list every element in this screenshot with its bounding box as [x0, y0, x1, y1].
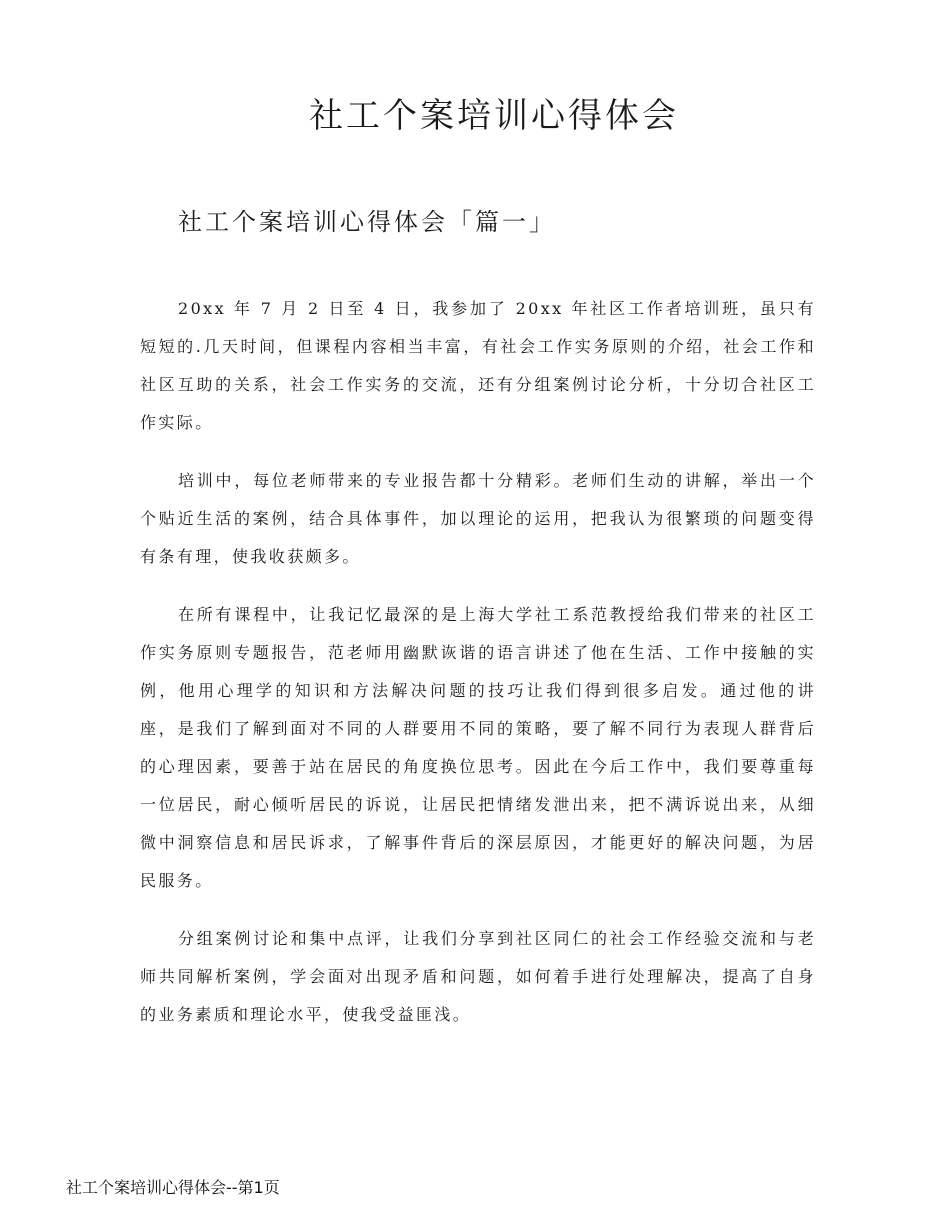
- document-title: 社工个案培训心得体会: [309, 96, 679, 136]
- section-title: 社工个案培训心得体会「篇一」: [178, 208, 556, 236]
- paragraph: 在所有课程中，让我记忆最深的是上海大学社工系范教授给我们带来的社区工作实务原则专题报告，范老师用幽默诙谐的语言讲述了他在生活、工作中接触的实例，他用心理学的知识和方法解决问题的技巧让我们得到很多启发。通过他的讲座，是我们了解到面对不同的人群要用不同的策略，要了解不同行为表现人群背后的心理因素，要善于站在居民的角度换位思考。因此在今后工作中，我们要尊重每一位居民，耐心倾听居民的诉说，让居民把情绪发泄出来，把不满诉说出来，从细微中洞察信息和居民诉求，了解事件背后的深层原因，才能更好的解决问题，为居民服务。: [140, 605, 816, 890]
- page-footer: 社工个案培训心得体会--第1页: [66, 1178, 280, 1197]
- paragraph: 分组案例讨论和集中点评，让我们分享到社区同仁的社会工作经验交流和与老师共同解析案例，学会面对出现矛盾和问题，如何着手进行处理解决，提高了自身的业务素质和理论水平，使我受益匪浅。: [140, 929, 816, 1024]
- document-body: [140, 290, 816, 1054]
- paragraph: 培训中，每位老师带来的专业报告都十分精彩。老师们生动的讲解，举出一个个贴近生活的案例，结合具体事件，加以理论的运用，把我认为很繁琐的问题变得有条有理，使我收获颇多。: [140, 471, 816, 566]
- paragraph: 20xx 年 7 月 2 日至 4 日，我参加了 20xx 年社区工作者培训班，虽只有短短的.几天时间，但课程内容相当丰富，有社会工作实务原则的介绍，社会工作和社区互助的关系，社会工作实务的交流，还有分组案例讨论分析，十分切合社区工作实际。: [140, 299, 816, 432]
